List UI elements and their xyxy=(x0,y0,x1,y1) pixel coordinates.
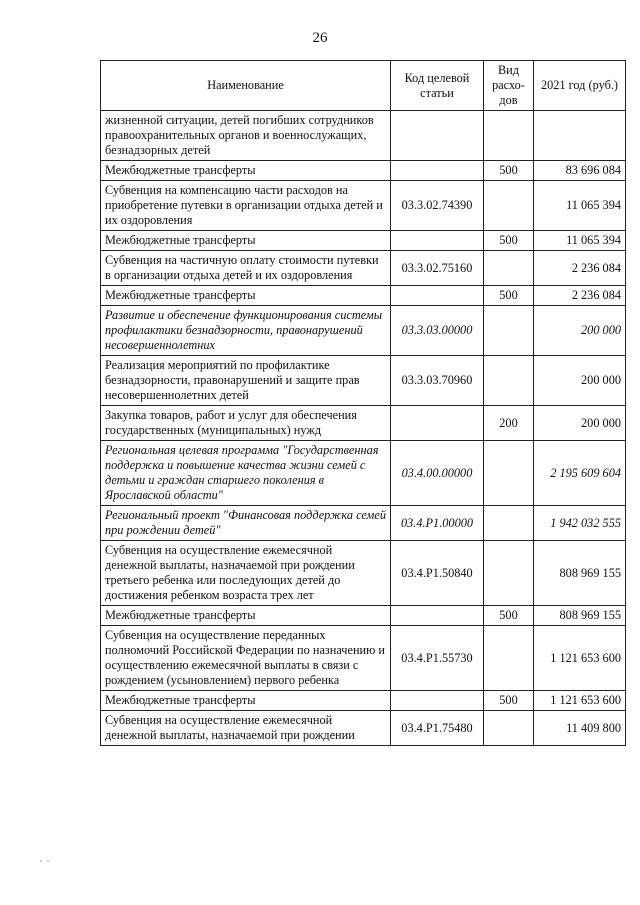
cell-kind: 500 xyxy=(484,161,534,181)
cell-name: Развитие и обеспечение функционирования системы профилактики безнадзорности, правонарушений несовершеннолетних xyxy=(101,306,391,356)
cell-code xyxy=(391,406,484,441)
scan-speck xyxy=(47,860,49,862)
cell-code: 03.4.P1.50840 xyxy=(391,541,484,606)
cell-kind: 500 xyxy=(484,691,534,711)
cell-amount: 83 696 084 xyxy=(534,161,626,181)
cell-name: Реализация мероприятий по профилактике безнадзорности, правонарушений и защите прав несовершеннолетних детей xyxy=(101,356,391,406)
table-row xyxy=(101,251,626,286)
cell-amount: 200 000 xyxy=(534,356,626,406)
budget-table xyxy=(100,60,626,746)
table-row xyxy=(101,306,626,356)
cell-code: 03.4.P1.75480 xyxy=(391,711,484,746)
cell-kind xyxy=(484,626,534,691)
cell-name: Субвенция на осуществление ежемесячной денежной выплаты, назначаемой при рождении xyxy=(101,711,391,746)
cell-name: Межбюджетные трансферты xyxy=(101,691,391,711)
table-row xyxy=(101,286,626,306)
table-row xyxy=(101,711,626,746)
cell-amount: 11 065 394 xyxy=(534,231,626,251)
table-row xyxy=(101,626,626,691)
table-row xyxy=(101,506,626,541)
table-row xyxy=(101,356,626,406)
cell-kind xyxy=(484,441,534,506)
header-name: Наименование xyxy=(101,61,391,111)
table-row xyxy=(101,406,626,441)
cell-code: 03.3.03.00000 xyxy=(391,306,484,356)
cell-kind: 500 xyxy=(484,606,534,626)
cell-name: Межбюджетные трансферты xyxy=(101,606,391,626)
scan-speck xyxy=(40,860,42,862)
cell-code xyxy=(391,231,484,251)
cell-amount: 2 236 084 xyxy=(534,286,626,306)
cell-kind: 200 xyxy=(484,406,534,441)
cell-code xyxy=(391,161,484,181)
cell-code: 03.3.02.74390 xyxy=(391,181,484,231)
cell-name: Закупка товаров, работ и услуг для обеспечения государственных (муниципальных) нужд xyxy=(101,406,391,441)
cell-amount: 808 969 155 xyxy=(534,606,626,626)
cell-name: Субвенция на осуществление переданных полномочий Российской Федерации по назначению и осуществлению ежемесячной выплаты в связи с рождением (усыновлением) первого ребенка xyxy=(101,626,391,691)
table-row xyxy=(101,231,626,251)
cell-amount xyxy=(534,111,626,161)
cell-code: 03.4.P1.55730 xyxy=(391,626,484,691)
table-row xyxy=(101,441,626,506)
cell-name: Региональная целевая программа "Государственная поддержка и повышение качества жизни семей с детьми и граждан старшего поколения в Ярославской области" xyxy=(101,441,391,506)
table-row xyxy=(101,691,626,711)
cell-code: 03.3.03.70960 xyxy=(391,356,484,406)
cell-amount: 1 121 653 600 xyxy=(534,626,626,691)
cell-name: Межбюджетные трансферты xyxy=(101,231,391,251)
cell-kind xyxy=(484,356,534,406)
cell-name: Региональный проект "Финансовая поддержка семей при рождении детей" xyxy=(101,506,391,541)
header-amount: 2021 год (руб.) xyxy=(534,61,626,111)
header-code: Код целевой статьи xyxy=(391,61,484,111)
cell-name: Межбюджетные трансферты xyxy=(101,161,391,181)
cell-amount: 1 121 653 600 xyxy=(534,691,626,711)
cell-kind xyxy=(484,251,534,286)
cell-name: Субвенция на осуществление ежемесячной денежной выплаты, назначаемой при рождении третьего ребенка или последующих детей до достижения ребенком возраста трех лет xyxy=(101,541,391,606)
cell-amount: 2 236 084 xyxy=(534,251,626,286)
cell-name: жизненной ситуации, детей погибших сотрудников правоохранительных органов и военнослужащих, безнадзорных детей xyxy=(101,111,391,161)
table-header-row xyxy=(101,61,626,111)
table-row xyxy=(101,541,626,606)
cell-code xyxy=(391,286,484,306)
cell-kind xyxy=(484,111,534,161)
cell-code xyxy=(391,606,484,626)
table-row xyxy=(101,181,626,231)
cell-kind: 500 xyxy=(484,286,534,306)
cell-name: Межбюджетные трансферты xyxy=(101,286,391,306)
header-kind: Вид расхо-дов xyxy=(484,61,534,111)
cell-name: Субвенция на компенсацию части расходов на приобретение путевки в организации отдыха детей и их оздоровления xyxy=(101,181,391,231)
table-row xyxy=(101,606,626,626)
cell-amount: 200 000 xyxy=(534,406,626,441)
cell-kind xyxy=(484,711,534,746)
cell-amount: 808 969 155 xyxy=(534,541,626,606)
cell-code xyxy=(391,111,484,161)
cell-kind xyxy=(484,306,534,356)
cell-amount: 11 409 800 xyxy=(534,711,626,746)
cell-code xyxy=(391,691,484,711)
cell-code: 03.3.02.75160 xyxy=(391,251,484,286)
cell-code: 03.4.P1.00000 xyxy=(391,506,484,541)
table-row xyxy=(101,111,626,161)
cell-code: 03.4.00.00000 xyxy=(391,441,484,506)
cell-name: Субвенция на частичную оплату стоимости путевки в организации отдыха детей и их оздоровления xyxy=(101,251,391,286)
table-row xyxy=(101,161,626,181)
cell-kind: 500 xyxy=(484,231,534,251)
cell-kind xyxy=(484,506,534,541)
cell-kind xyxy=(484,541,534,606)
page-number: 26 xyxy=(312,30,328,46)
cell-amount: 11 065 394 xyxy=(534,181,626,231)
cell-amount: 2 195 609 604 xyxy=(534,441,626,506)
cell-amount: 1 942 032 555 xyxy=(534,506,626,541)
cell-kind xyxy=(484,181,534,231)
cell-amount: 200 000 xyxy=(534,306,626,356)
